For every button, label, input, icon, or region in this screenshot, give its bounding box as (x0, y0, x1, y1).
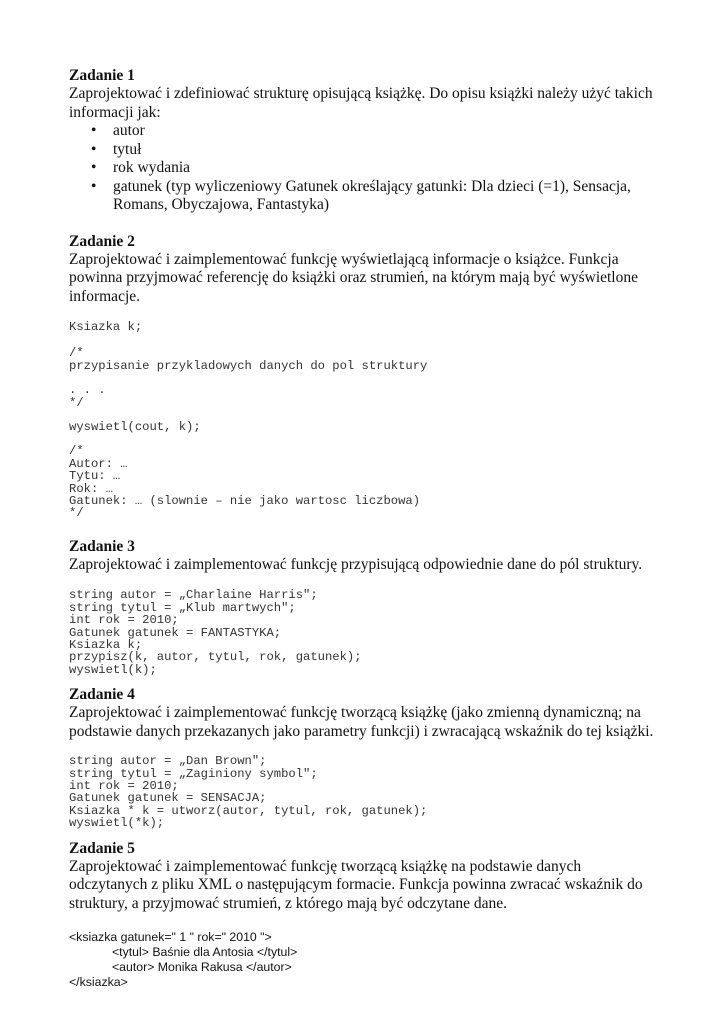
task-4 (69, 685, 654, 829)
bullet-item: • autor (91, 122, 145, 139)
task-3 (69, 537, 654, 676)
task-5-text: Zaprojektować i zaimplementować funkcję tworzącą książkę na podstawie danych odczytanych z pliku XML o następującym formacie. Funkcja powinna zwracać wskaźnik do struktury, a przyjmować strumień, z którego mają być odczytane dane. (69, 857, 643, 912)
bullet-item: • gatunek (typ wyliczeniowy Gatunek określający gatunki: Dla dzieci (=1), Sensacja, Romans, Obyczajowa, Fantastyka) (91, 177, 631, 213)
xml-close-tag: </ksiazka> (69, 975, 128, 990)
code-block: string autor = „Dan Brown"; string tytul = „Zaginiony symbol"; int rok = 2010; Gatunek gatunek = SENSACJA; Ksiazka * k = utworz(autor, tytul, rok, gatunek); wyswietl(*k); (69, 754, 428, 831)
task-1 (69, 66, 654, 215)
code-block: . . . */ (69, 383, 106, 410)
task-4-title: Zadanie 4 (69, 686, 135, 704)
task-3-title: Zadanie 3 (69, 537, 135, 555)
code-block: /* Autor: … Tytu: … Rok: … Gatunek: … (slownie – nie jako wartosc liczbowa) */ (69, 444, 421, 521)
bullet-icon: • (91, 159, 97, 176)
task-5-title: Zadanie 5 (69, 839, 135, 857)
bullet-item: • rok wydania (91, 159, 191, 176)
xml-tytul-line: <tytul> Baśnie dla Antosia </tytul> (112, 945, 298, 960)
task-2-text: Zaprojektować i zaimplementować funkcję wyświetlającą informacje o książce. Funkcja powinna przyjmować referencję do książki oraz strumień, na którym mają być wyświetlone informacje. (69, 250, 638, 305)
xml-autor-line: <autor> Monika Rakusa </autor> (112, 960, 292, 975)
bullet-icon: • (91, 177, 97, 195)
bullet-item: • tytuł (91, 140, 142, 158)
task-2 (69, 232, 654, 520)
xml-open-tag: <ksiazka gatunek=" 1 " rok=" 2010 "> (69, 930, 272, 945)
code-block: /* przypisanie przykladowych danych do pol struktury (69, 346, 428, 373)
task-1-title: Zadanie 1 (69, 67, 135, 84)
task-2-title: Zadanie 2 (69, 232, 135, 250)
code-block: wyswietl(cout, k); (69, 420, 201, 435)
task-1-text: Zaprojektować i zdefiniować strukturę opisującą książkę. Do opisu książki należy użyć takich informacji jak: (69, 85, 653, 121)
task-5 (69, 839, 654, 991)
code-block: Ksiazka k; (69, 320, 143, 334)
task-4-text: Zaprojektować i zaimplementować funkcję tworzącą książkę (jako zmienną dynamiczną; na podstawie danych przekazanych jako parametry funkcji) i zwracającą wskaźnik do tej książki. (69, 704, 654, 740)
code-block: string autor = „Charlaine Harris"; string tytul = „Klub martwych"; int rok = 2010; Gatunek gatunek = FANTASTYKA; Ksiazka k; przypisz(k, autor, tytul, rok, gatunek); wyswietl(k); (69, 588, 362, 677)
bullet-icon: • (91, 140, 97, 158)
bullet-icon: • (91, 122, 97, 139)
task-3-text: Zaprojektować i zaimplementować funkcję przypisującą odpowiednie dane do pól struktury. (69, 555, 643, 573)
task-1-bullets (69, 122, 654, 215)
